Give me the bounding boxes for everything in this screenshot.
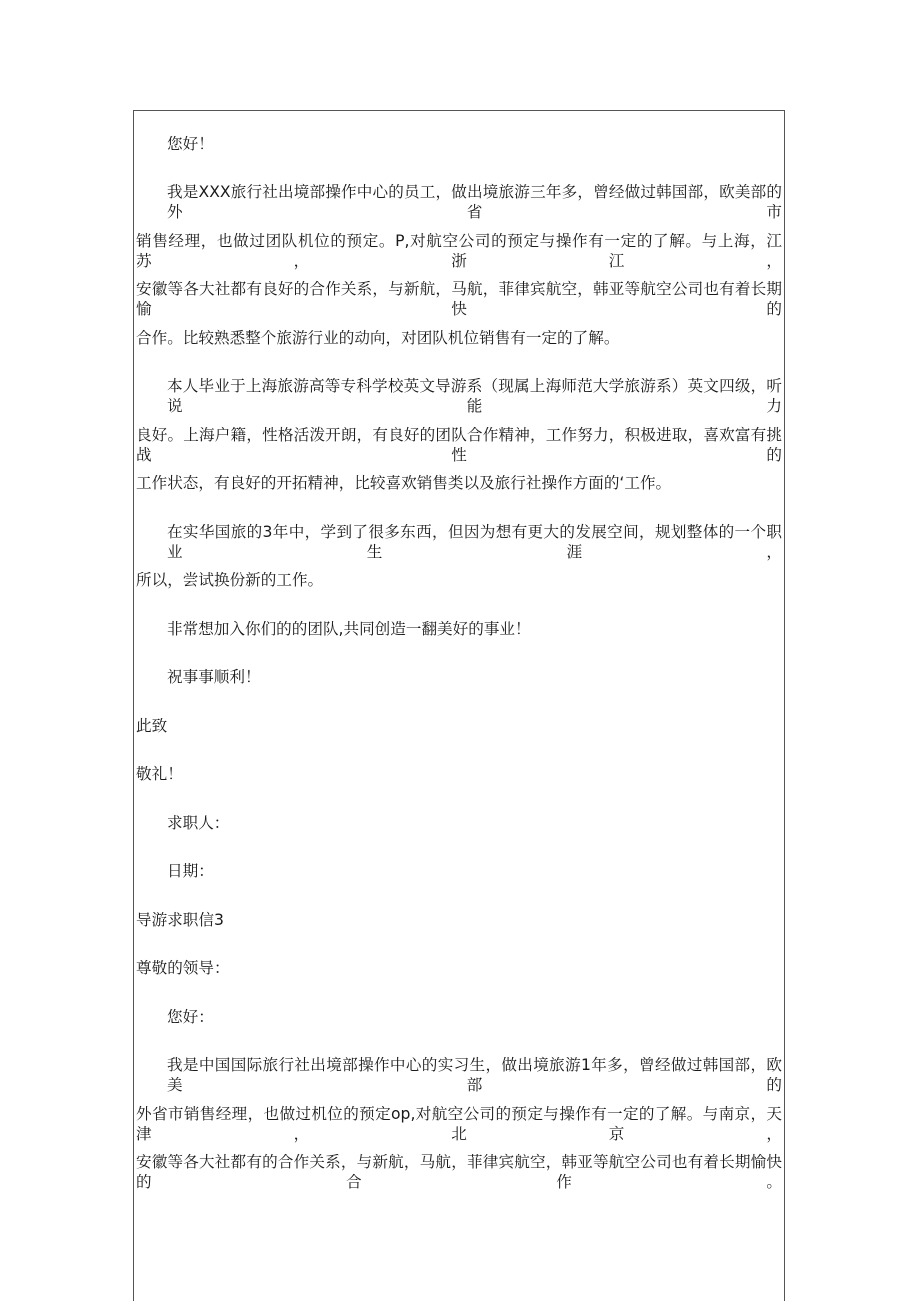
greeting: 您好： [167,1008,214,1026]
paragraph-line: 本人毕业于上海旅游高等专科学校英文导游系（现属上海师范大学旅游系）英文四级，听说能力 [167,377,782,415]
closing-salutation: 敬礼！ [136,765,183,783]
applicant-label: 求职人： [167,814,230,832]
paragraph-line: 所以，尝试换份新的工作。 [136,571,324,589]
paragraph-line: 在实华国旅的3年中，学到了很多东西，但因为想有更大的发展空间，规划整体的一个职业生涯， [167,523,782,561]
paragraph-line: 销售经理，也做过团队机位的预定。P,对航空公司的预定与操作有一定的了解。与上海，江苏，浙江， [136,232,782,270]
paragraph-line: 非常想加入你们的的团队,共同创造一翻美好的事业！ [167,620,531,638]
date-label: 日期： [167,862,214,880]
paragraph-line: 我是XXX旅行社出境部操作中心的员工，做出境旅游三年多，曾经做过韩国部，欧美部的外省市 [167,183,782,221]
paragraph-line: 安徽等各大社都有的合作关系，与新航，马航，菲律宾航空，韩亚等航空公司也有着长期愉快的合作。 [136,1153,782,1191]
salutation: 尊敬的领导： [136,959,230,977]
closing-wish: 祝事事顺利！ [167,668,261,686]
closing-salutation: 此致 [136,717,168,735]
paragraph-line: 外省市销售经理，也做过机位的预定op,对航空公司的预定与操作有一定的了解。与南京，天津，北京， [136,1105,782,1143]
greeting: 您好！ [167,135,214,153]
paragraph-line: 我是中国国际旅行社出境部操作中心的实习生，做出境旅游1年多，曾经做过韩国部，欧美部的 [167,1056,782,1094]
paragraph-line: 安徽等各大社都有良好的合作关系，与新航，马航，菲律宾航空，韩亚等航空公司也有着长期愉快的 [136,280,782,318]
paragraph-line: 合作。比较熟悉整个旅游行业的动向，对团队机位销售有一定的了解。 [136,329,620,347]
paragraph-line: 工作状态，有良好的开拓精神，比较喜欢销售类以及旅行社操作方面的‘工作。 [136,474,672,492]
paragraph-line: 良好。上海户籍，性格活泼开朗，有良好的团队合作精神，工作努力，积极进取，喜欢富有挑战性的 [136,426,782,464]
section-title: 导游求职信3 [136,911,224,929]
